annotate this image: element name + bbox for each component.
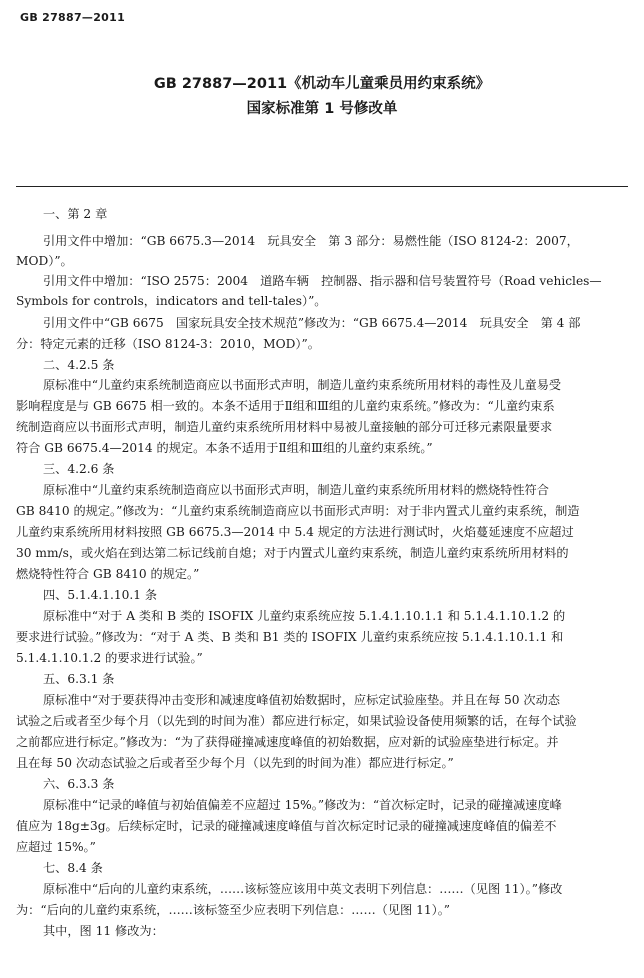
paragraph-line: 统制造商应以书面形式声明，制造儿童约束系统所用材料中易被儿童接触的部分可迁移元素限量要求	[16, 420, 553, 434]
paragraph-line: 原标准中“儿童约束系统制造商应以书面形式声明，制造儿童约束系统所用材料的毒性及儿童易受	[43, 378, 562, 392]
section-heading-3: 三、4.2.6 条	[43, 462, 115, 476]
paragraph-line: 且在每 50 次动态试验之后或者至少每个月（以先到的时间为准）都应进行标定。”	[16, 756, 454, 770]
section-heading-4: 四、5.1.4.1.10.1 条	[43, 588, 158, 602]
paragraph-line: 应超过 15%。”	[16, 840, 96, 854]
paragraph-line: 影响程度是与 GB 6675 相一致的。本条不适用于Ⅱ组和Ⅲ组的儿童约束系统。”修改为：“儿童约束系	[16, 399, 555, 413]
paragraph-line: 为：“后向的儿童约束系统，……该标签至少应表明下列信息：……（见图 11）。”	[16, 903, 451, 917]
paragraph-line: 试验之后或者至少每个月（以先到的时间为准）都应进行标定，如果试验设备使用频繁的话，在每个试验	[16, 714, 577, 728]
section-heading-6: 六、6.3.3 条	[43, 777, 115, 791]
section-heading-5: 五、6.3.1 条	[43, 672, 115, 686]
paragraph-line: Symbols for controls，indicators and tell-tales）”。	[16, 294, 327, 308]
paragraph-line: 其中，图 11 修改为：	[43, 924, 164, 938]
section-heading-7: 七、8.4 条	[43, 861, 103, 875]
paragraph-line: 原标准中“对于 A 类和 B 类的 ISOFIX 儿童约束系统应按 5.1.4.1.10.1.1 和 5.1.4.1.10.1.2 的	[43, 609, 566, 623]
paragraph-line: 分：特定元素的迁移（ISO 8124-3：2010，MOD）”。	[16, 337, 320, 351]
paragraph-line: 符合 GB 6675.4—2014 的规定。本条不适用于Ⅱ组和Ⅲ组的儿童约束系统。”	[16, 441, 433, 455]
paragraph-line: 原标准中“记录的峰值与初始值偏差不应超过 15%。”修改为：“首次标定时，记录的碰撞减速度峰	[43, 798, 562, 812]
page-header-standard-code: GB 27887—2011	[20, 11, 126, 24]
paragraph-line: GB 8410 的规定。”修改为：“儿童约束系统制造商应以书面形式声明：对于非内置式儿童约束系统，制造	[16, 504, 580, 518]
section-heading-1: 一、第 2 章	[43, 207, 108, 221]
paragraph-line: 值应为 18g±3g。后续标定时，记录的碰撞减速度峰值与首次标定时记录的碰撞减速度峰值的偏差不	[16, 819, 557, 833]
section-heading-2: 二、4.2.5 条	[43, 358, 115, 372]
document-subtitle: 国家标准第 1 号修改单	[246, 101, 398, 117]
paragraph-line: 之前都应进行标定。”修改为：“为了获得碰撞减速度峰值的初始数据，应对新的试验座垫进行标定。并	[16, 735, 559, 749]
paragraph-line: 原标准中“后向的儿童约束系统，……该标签应该用中英文表明下列信息：……（见图 11）。”修改	[43, 882, 563, 896]
document-title: GB 27887—2011《机动车儿童乘员用约束系统》	[153, 76, 491, 92]
paragraph-line: 原标准中“对于要获得冲击变形和减速度峰值初始数据时，应标定试验座垫。并且在每 50 次动态	[43, 693, 560, 707]
paragraph-line: 30 mm/s，或火焰在到达第二标记线前自熄；对于内置式儿童约束系统，制造儿童约束系统所用材料的	[16, 546, 569, 560]
paragraph-line: 燃烧特性符合 GB 8410 的规定。”	[16, 567, 200, 581]
paragraph-line: 原标准中“儿童约束系统制造商应以书面形式声明，制造儿童约束系统所用材料的燃烧特性符合	[43, 483, 549, 497]
paragraph-line: MOD）”。	[16, 254, 73, 268]
paragraph-line: 儿童约束系统所用材料按照 GB 6675.3—2014 中 5.4 规定的方法进行测试时，火焰蔓延速度不应超过	[16, 525, 574, 539]
paragraph-line: 引用文件中“GB 6675 国家玩具安全技术规范”修改为：“GB 6675.4—2014 玩具安全 第 4 部	[43, 316, 581, 330]
paragraph-line: 要求进行试验。”修改为：“对于 A 类、B 类和 B1 类的 ISOFIX 儿童约束系统应按 5.1.4.1.10.1.1 和	[16, 630, 564, 644]
paragraph-line: 引用文件中增加：“GB 6675.3—2014 玩具安全 第 3 部分：易燃性能（ISO 8124-2：2007，	[43, 234, 579, 248]
title-divider	[16, 186, 628, 187]
paragraph-line: 5.1.4.1.10.1.2 的要求进行试验。”	[16, 651, 203, 665]
paragraph-line: 引用文件中增加：“ISO 2575：2004 道路车辆 控制器、指示器和信号装置符号（Road vehicles—	[43, 274, 602, 288]
